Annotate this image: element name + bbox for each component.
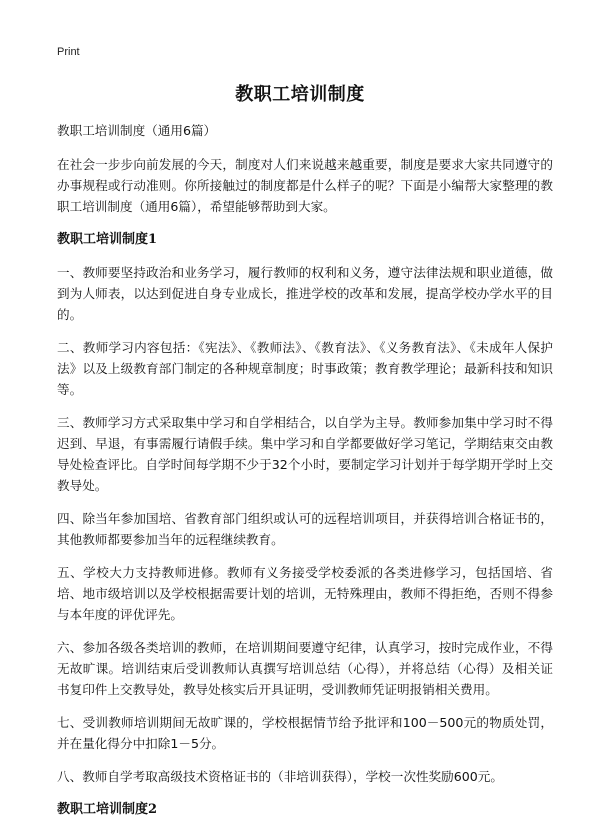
paragraph: 四、除当年参加国培、省教育部门组织或认可的远程培训项目，并获得培训合格证书的，其他教师都要参加当年的远程继续教育。 — [57, 511, 553, 547]
paragraph: 七、受训教师培训期间无故旷课的，学校根据情节给予批评和100－500元的物质处罚，并在量化得分中扣除1－5分。 — [57, 715, 553, 751]
paragraph: 五、学校大力支持教师进修。教师有义务接受学校委派的各类进修学习，包括国培、省培、地市级培训以及学校根据需要计划的培训，无特殊理由，教师不得拒绝，否则不得参与本年度的评优评先。 — [57, 565, 553, 622]
section-heading: 教职工培训制度2 — [57, 802, 158, 817]
paragraph: 八、教师自学考取高级技术资格证书的（非培训获得），学校一次性奖励600元。 — [57, 769, 503, 784]
document-subtitle: 教职工培训制度（通用6篇） — [57, 123, 217, 138]
print-link[interactable]: Print — [57, 46, 80, 58]
intro-paragraph: 在社会一步步向前发展的今天，制度对人们来说越来越重要，制度是要求大家共同遵守的办事规程或行动准则。你所接触过的制度都是什么样子的呢？下面是小编帮大家整理的教职工培训制度（通用6篇），希望能够帮助到大家。 — [57, 157, 553, 214]
paragraph: 六、参加各级各类培训的教师，在培训期间要遵守纪律，认真学习，按时完成作业，不得无故旷课。培训结束后受训教师认真撰写培训总结（心得），并将总结（心得）及相关证书复印件上交教导处，教导处核实后开具证明，受训教师凭证明报销相关费用。 — [57, 640, 553, 697]
paragraph: 二、教师学习内容包括：《宪法》、《教师法》、《教育法》、《义务教育法》、《未成年人保护法》以及上级教育部门制定的各种规章制度；时事政策；教育教学理论；最新科技和知识等。 — [57, 340, 553, 397]
document-body — [57, 120, 553, 832]
section-heading: 教职工培训制度1 — [57, 232, 158, 247]
paragraph: 三、教师学习方式采取集中学习和自学相结合，以自学为主导。教师参加集中学习时不得迟到、早退，有事需履行请假手续。集中学习和自学都要做好学习笔记，学期结束交由教导处检查评比。自学时间每学期不少于32个小时，要制定学习计划并于每学期开学时上交教导处。 — [57, 415, 553, 493]
paragraph: 一、教师要坚持政治和业务学习，履行教师的权利和义务，遵守法律法规和职业道德，做到为人师表，以达到促进自身专业成长，推进学校的改革和发展，提高学校办学水平的目的。 — [57, 265, 553, 322]
document-title: 教职工培训制度 — [235, 84, 365, 105]
